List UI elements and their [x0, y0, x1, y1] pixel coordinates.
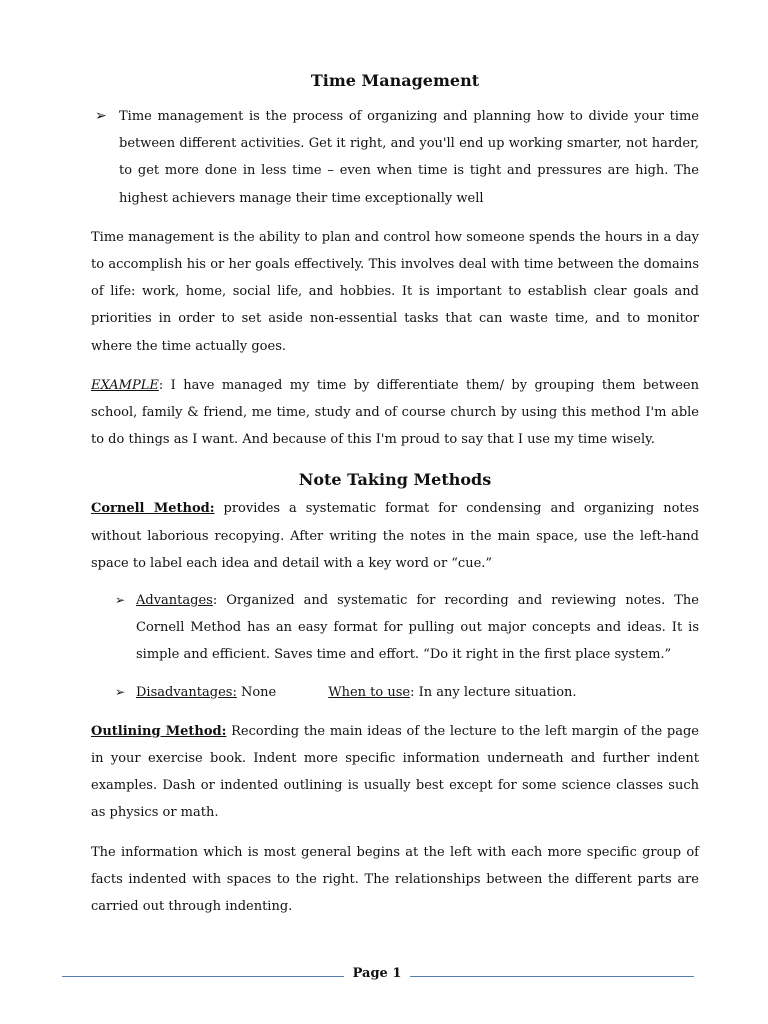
- when-to-use-label: When to use: [328, 684, 411, 700]
- paragraph-outlining-method: [91, 718, 699, 827]
- outlining-label: Outlining Method:: [91, 723, 227, 739]
- disadvantages-label: Disadvantages:: [136, 684, 237, 700]
- paragraph-example: [91, 372, 699, 454]
- cornell-text: provides a systematic format for condensing and organizing notes without laborious recopying. After writing the notes in the main space, use the left-hand space to label each idea and detail with a key word or “cue.”: [91, 501, 699, 571]
- outlining-text: Recording the main ideas of the lecture to the left margin of the page in your exercise book. Indent more specific information underneath and further indent examples. Dash or indented outlining is usually best except for some science classes such as physics or math.: [91, 723, 699, 821]
- footer-rule-left: [62, 976, 344, 977]
- paragraph-cornell-method: [91, 495, 699, 577]
- when-to-use-body: : In any lecture situation.: [410, 684, 577, 700]
- example-label: EXAMPLE: [91, 377, 159, 393]
- disadvantages-text: [136, 679, 699, 706]
- paragraph-time-management: Time management is the ability to plan and control how someone spends the hours in a day to accomplish his or her goals effectively. This involves deal with time between the domains of life: work, home, social life, and hobbies. It is important to establish clear goals and priorities in order to set aside non-essential tasks that can waste time, and to monitor where the time actually goes.: [91, 229, 699, 354]
- bullet-definition-text: Time management is the process of organizing and planning how to divide your time between different activities. Get it right, and you'll end up working smarter, not harder, to get more done in less time – even when time is tight and pressures are high. The highest achievers manage their time exceptionally well: [119, 109, 699, 206]
- page-number: Page 1: [352, 966, 402, 981]
- heading-note-taking-methods: Note Taking Methods: [298, 470, 492, 490]
- page-content: [91, 66, 699, 920]
- arrow-bullet-icon: ➢: [115, 593, 126, 608]
- paragraph-general-info: The information which is most general begins at the left with each more specific group of facts indented with spaces to the right. The relationships between the different parts are carried out through indenting.: [91, 844, 699, 915]
- bullet-advantages: [91, 587, 699, 669]
- example-text: : I have managed my time by differentiate them/ by grouping them between school, family & friend, me time, study and of course church by using this method I'm able to do things as I want. And because of this I'm proud to say that I use my time wisely.: [91, 377, 699, 448]
- disadvantages-body: None: [236, 684, 277, 700]
- bullet-definition: [91, 103, 699, 212]
- arrow-bullet-icon: ➢: [95, 108, 107, 124]
- advantages-body: : Organized and systematic for recording and reviewing notes. The Cornell Method has an easy format for pulling out major concepts and ideas. It is simple and efficient. Saves time and effort. “Do it right in the first place system.”: [136, 593, 699, 663]
- heading-time-management: Time Management: [310, 71, 480, 90]
- advantages-label: Advantages: [136, 593, 213, 609]
- footer-rule-right: [410, 976, 694, 977]
- page-footer: [0, 962, 768, 992]
- cornell-label: Cornell Method:: [91, 501, 215, 517]
- bullet-disadvantages: [91, 679, 699, 706]
- advantages-text: [136, 587, 699, 669]
- arrow-bullet-icon: ➢: [115, 684, 126, 699]
